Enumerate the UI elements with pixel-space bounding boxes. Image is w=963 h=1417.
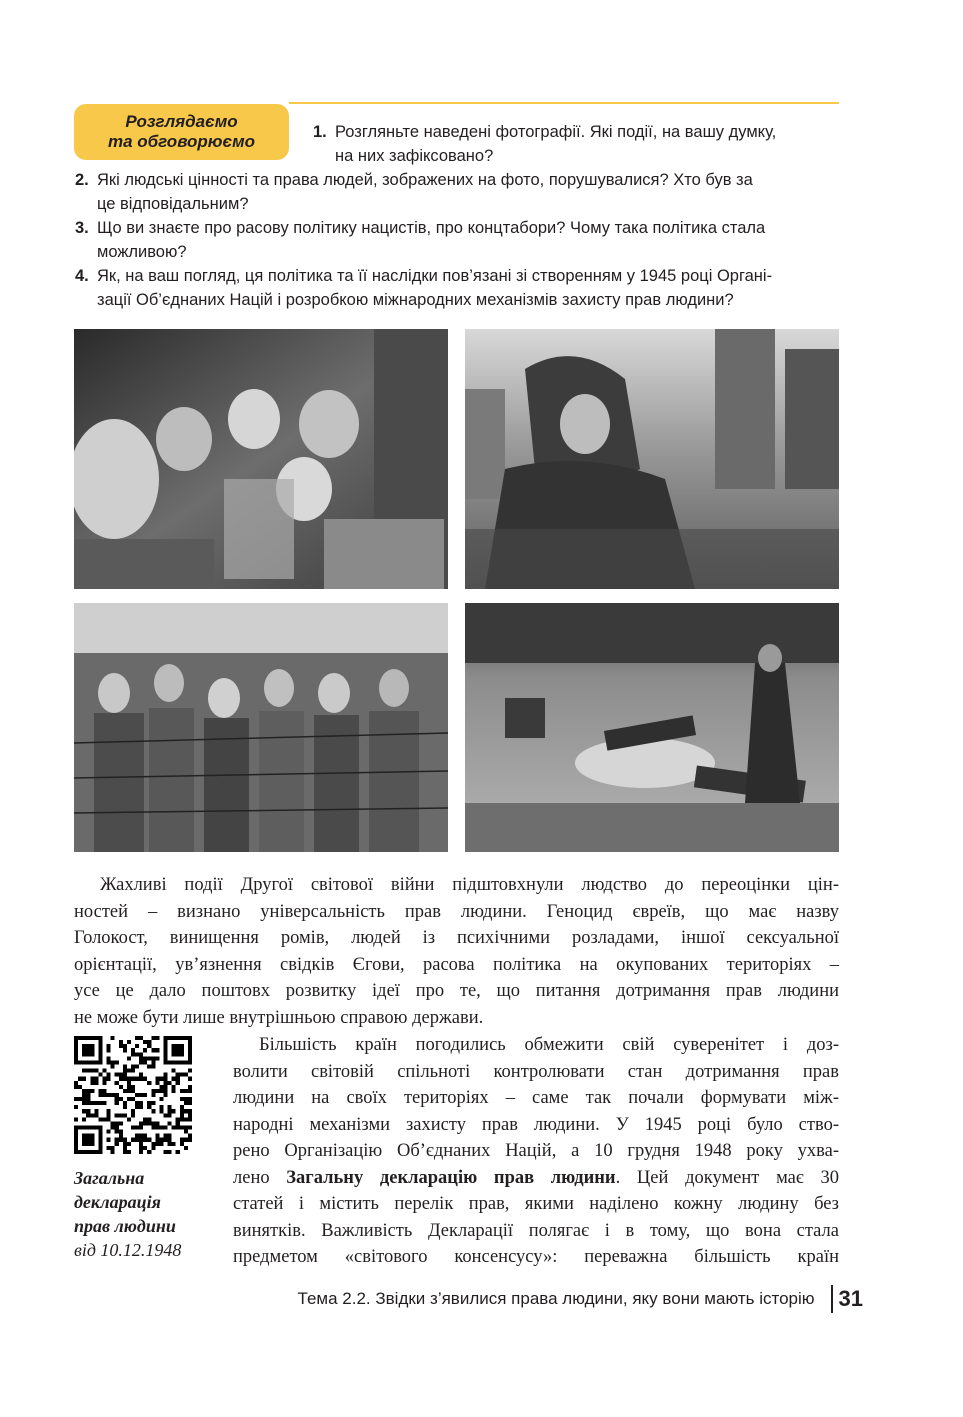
question-line: Що ви знаєте про расову політику нацистів, про концтабори? Чому така політика стала <box>97 219 766 237</box>
question-number: 2. <box>75 171 89 189</box>
question-line: це відповідальним? <box>97 195 249 213</box>
question-number: 3. <box>75 219 89 237</box>
question-line: Розгляньте наведені фотографії. Які події, на вашу думку, <box>335 123 777 141</box>
qr-code[interactable] <box>74 1036 192 1154</box>
text-line-with-bold <box>233 1165 839 1192</box>
text-line: не може бути лише внутрішньою справою держави. <box>74 1007 484 1028</box>
question-line: на них зафіксовано? <box>335 147 494 165</box>
text-line: предметом «світового консенсусу»: переважна більшість країн <box>233 1247 839 1267</box>
text-line: ностей – визнано універсальність прав людини. Геноцид євреїв, що має назву <box>74 901 839 922</box>
question-2 <box>75 168 845 216</box>
paragraph-2 <box>233 1032 839 1271</box>
text-line: Більшість країн погодились обмежити свій суверенітет і доз- <box>259 1035 839 1055</box>
text-line: Жахливі події Другої світової війни підштовхнули людство до переоцінки цін- <box>100 875 839 895</box>
paragraph-1 <box>74 872 839 1031</box>
header-rule <box>289 102 839 104</box>
question-line: Які людські цінності та права людей, зображених на фото, порушувалися? Хто був за <box>97 171 753 189</box>
text-fragment: лено <box>233 1167 287 1188</box>
page-footer <box>298 1285 863 1313</box>
text-line: рено Організацію Об’єднаних Націй, а 10 грудня 1948 року ухва- <box>233 1141 839 1161</box>
question-4 <box>75 264 845 312</box>
text-line: усе це дало поштовх розвитку ідеї про те, що питання дотримання прав людини <box>74 981 839 1001</box>
text-line: орієнтації, ув’язнення свідків Єгови, расова політика на окупованих територіях – <box>74 954 839 975</box>
photo-camp-prisoners <box>74 603 448 852</box>
question-1 <box>313 120 843 168</box>
question-line: зації Об’єднаних Націй і розробкою міжнародних механізмів захисту прав людини? <box>97 291 734 309</box>
text-line: волити світовій спільноті контролювати стан дотримання прав <box>233 1061 839 1082</box>
question-number: 1. <box>313 123 327 141</box>
text-line: людини на своїх територіях – саме так почали формувати між- <box>233 1088 839 1108</box>
text-line: Голокост, винищення ромів, людей із психічними розладами, іншої сексуальної <box>74 928 839 948</box>
text-fragment: . Цей документ має 30 <box>615 1167 839 1188</box>
question-line: Як, на ваш погляд, ця політика та її наслідки пов’язані зі створенням у 1945 році Органі- <box>97 267 773 285</box>
photo-children <box>74 329 448 589</box>
photo-grieving-woman <box>465 329 839 589</box>
badge-line-1: Розглядаємо <box>125 112 238 131</box>
qr-caption <box>74 1166 181 1262</box>
declaration-title: Загальну декларацію прав людини <box>286 1167 616 1188</box>
footer-separator <box>831 1285 833 1313</box>
question-number: 4. <box>75 267 89 285</box>
section-badge <box>74 104 289 160</box>
text-line: винятків. Важливість Декларації полягає і в тому, що вона стала <box>233 1220 839 1241</box>
caption-line: прав людини <box>74 1216 176 1236</box>
caption-line: декларація <box>74 1192 161 1212</box>
question-3 <box>75 216 845 264</box>
text-line: народні механізми захисту прав людини. У 1945 році було ство- <box>233 1114 839 1135</box>
footer-topic: Тема 2.2. Звідки з’явилися права людини, яку вони мають історію <box>297 1289 815 1308</box>
text-line: статей і містить перелік прав, якими наділено кожну людину без <box>233 1194 839 1214</box>
page-number: 31 <box>838 1286 863 1311</box>
caption-line: Загальна <box>74 1168 145 1188</box>
badge-line-2: та обговорюємо <box>107 132 256 151</box>
question-line: можливою? <box>97 243 187 261</box>
caption-date: від 10.12.1948 <box>74 1240 182 1260</box>
photo-field-aftermath <box>465 603 839 852</box>
